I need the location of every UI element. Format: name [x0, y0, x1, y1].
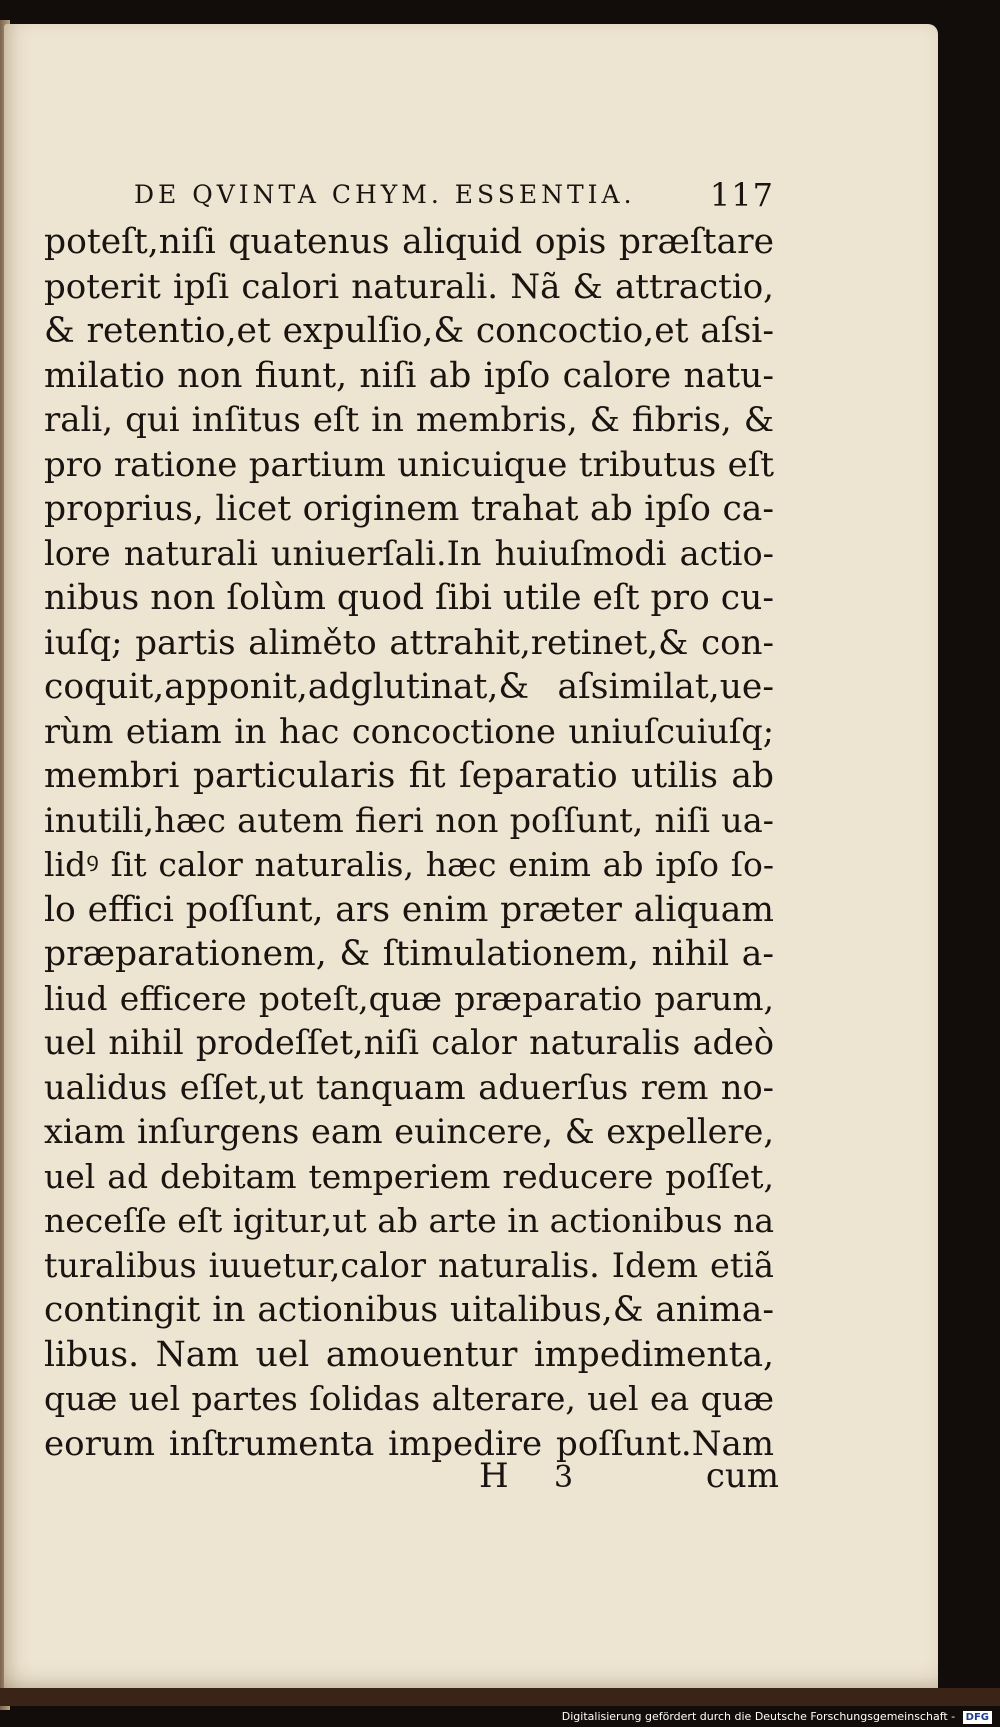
- text-line: liud efficere poteſt,quæ præparatio parum,: [44, 978, 774, 1018]
- text-line: turalibus iuuetur,calor naturalis. Idem etiã: [44, 1245, 774, 1285]
- running-head: [134, 176, 774, 216]
- text-line: nibus non ſolùm quod ſibi utile eſt pro cu-: [44, 578, 774, 618]
- running-head-title: DE QVINTA CHYM. ESSENTIA.: [134, 180, 636, 209]
- text-line: ualidus eſſet,ut tanquam aduerſus rem no-: [44, 1067, 774, 1107]
- text-line: pro ratione partium unicuique tributus eſt: [44, 444, 774, 485]
- digitization-credit: [562, 1709, 992, 1725]
- text-line: poteſt,niſi quatenus aliquid opis præſtare: [44, 222, 774, 262]
- book-page: [4, 24, 938, 1692]
- text-line: neceſſe eſt igitur,ut ab arte in actionibus na: [44, 1201, 774, 1240]
- text-line: proprius, licet originem trahat ab ipſo ca-: [44, 489, 774, 529]
- text-line: lo effici poſſunt, ars enim præter aliquam: [44, 889, 774, 930]
- text-line: uel nihil prodeſſet,niſi calor naturalis adeò: [44, 1023, 774, 1062]
- text-line: & retentio,et expulſio,& concoctio,et aſsi-: [44, 311, 774, 351]
- text-line: quæ uel partes ſolidas alterare, uel ea quæ: [44, 1379, 774, 1418]
- text-line: præparationem, & ſtimulationem, nihil a-: [44, 934, 774, 974]
- catchword: cum: [705, 1456, 779, 1496]
- text-line: lore naturali uniuerſali.In huiuſmodi actio-: [44, 533, 774, 573]
- text-line: poterit ipſi calori naturali. Nã & attractio,: [44, 266, 774, 307]
- text-line: lidꝰ ſit calor naturalis, hæc enim ab ipſo ſo-: [44, 845, 774, 884]
- text-line: eorum inſtrumenta impedire poſſunt.Nam: [44, 1423, 774, 1464]
- text-line: contingit in actionibus uitalibus,& anima-: [44, 1290, 774, 1330]
- book-bottom-edge: [0, 1688, 1000, 1706]
- text-line: xiam inſurgens eam euincere, & expellere,: [44, 1112, 774, 1151]
- text-line: inutili,hæc autem fieri non poſſunt, niſi ua-: [44, 800, 774, 840]
- body-text: [44, 220, 774, 1466]
- text-line: uel ad debitam temperiem reducere poſſet,: [44, 1156, 774, 1196]
- text-line: coquit,apponit,adglutinat,& aſsimilat,ue-: [44, 667, 774, 707]
- dfg-logo: DFG: [963, 1711, 992, 1724]
- text-line: milatio non fiunt, niſi ab ipſo calore natu-: [44, 355, 774, 396]
- signature-line: [479, 1456, 779, 1504]
- credit-text: Digitalisierung gefördert durch die Deutsche Forschungsgemeinschaft -: [561, 1710, 956, 1723]
- text-line: libus. Nam uel amouentur impedimenta,: [44, 1334, 774, 1375]
- signature-number: 3: [554, 1460, 574, 1495]
- text-line: membri particularis fit ſeparatio utilis ab: [44, 756, 774, 796]
- signature-mark: H: [479, 1456, 509, 1496]
- text-line: rùm etiam in hac concoctione uniuſcuiuſq;: [44, 711, 774, 751]
- text-line: rali, qui inſitus eſt in membris, & fibris, &: [44, 400, 774, 440]
- page-number: 117: [709, 176, 774, 214]
- text-line: iuſq; partis aliměto attrahit,retinet,& con-: [44, 622, 774, 663]
